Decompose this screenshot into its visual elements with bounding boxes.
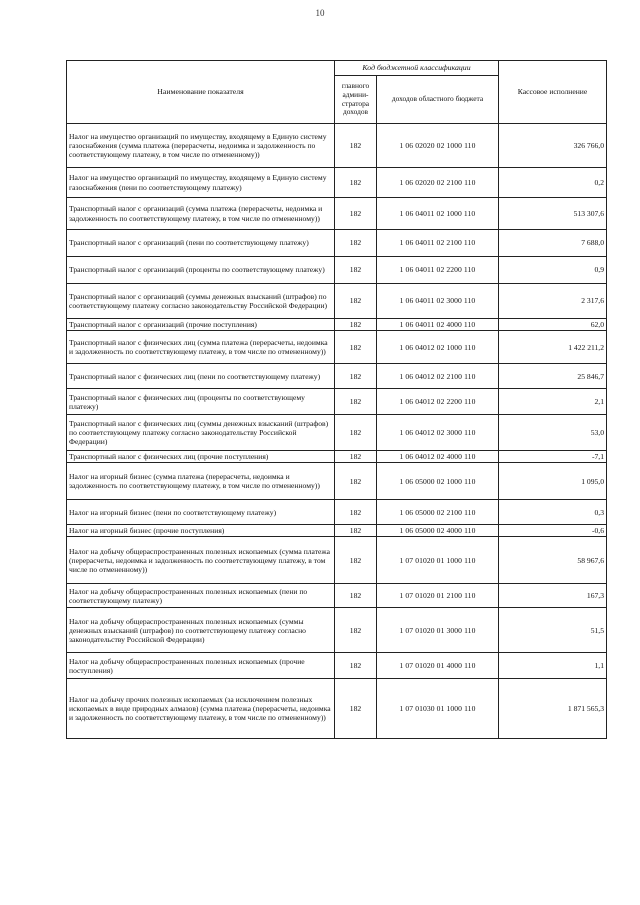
row-administrator-code: 182 xyxy=(335,230,377,257)
row-indicator-name: Транспортный налог с физических лиц (сумма платежа (перерасчеты, недоимка и задолженность по соответствующему платежу, в том числе по отмененному)) xyxy=(67,331,335,364)
row-indicator-name: Налог на имущество организаций по имуществу, входящему в Единую систему газоснабжения (сумма платежа (перерасчеты, недоимка и задолженность по соответствующему платежу, в том числе по отмененному)) xyxy=(67,124,335,168)
table-body xyxy=(67,124,607,739)
row-indicator-name: Налог на игорный бизнес (сумма платежа (перерасчеты, недоимка и задолженность по соответствующему платежу, в том числе по отмененному)) xyxy=(67,463,335,500)
row-indicator-name: Налог на игорный бизнес (прочие поступления) xyxy=(67,525,335,537)
row-cash-execution: 51,5 xyxy=(499,608,607,653)
table-row xyxy=(67,331,607,364)
budget-revenue-table xyxy=(66,60,607,739)
row-administrator-code: 182 xyxy=(335,284,377,319)
row-administrator-code: 182 xyxy=(335,500,377,525)
row-cash-execution: 0,3 xyxy=(499,500,607,525)
table-row xyxy=(67,415,607,451)
row-indicator-name: Транспортный налог с организаций (суммы денежных взысканий (штрафов) по соответствующему платежу согласно законодательству Российской Федерации) xyxy=(67,284,335,319)
header-cash-execution: Кассовое исполнение xyxy=(499,61,607,124)
row-cash-execution: 7 688,0 xyxy=(499,230,607,257)
header-indicator-name: Наименование показателя xyxy=(67,61,335,124)
row-administrator-code: 182 xyxy=(335,124,377,168)
table-row xyxy=(67,284,607,319)
row-administrator-code: 182 xyxy=(335,653,377,679)
row-indicator-name: Налог на игорный бизнес (пени по соответствующему платежу) xyxy=(67,500,335,525)
row-indicator-name: Налог на добычу общераспространенных полезных ископаемых (суммы денежных взысканий (штрафов) по соответствующему платежу согласно законодательству Российской Федерации) xyxy=(67,608,335,653)
row-classification-code: 1 06 04012 02 2200 110 xyxy=(377,389,499,415)
row-cash-execution: 2 317,6 xyxy=(499,284,607,319)
table-row xyxy=(67,230,607,257)
row-cash-execution: 2,1 xyxy=(499,389,607,415)
row-cash-execution: 1 095,0 xyxy=(499,463,607,500)
row-cash-execution: 1 871 565,3 xyxy=(499,679,607,739)
row-indicator-name: Налог на добычу общераспространенных полезных ископаемых (сумма платежа (перерасчеты, недоимка и задолженность по соответствующему платежу, в том числе по отмененному)) xyxy=(67,537,335,584)
table-row xyxy=(67,168,607,198)
row-classification-code: 1 06 04012 02 3000 110 xyxy=(377,415,499,451)
row-indicator-name: Налог на добычу прочих полезных ископаемых (за исключением полезных ископаемых в виде природных алмазов) (сумма платежа (перерасчеты, недоимка и задолженность по соответствующему платежу, в том числе по отмененному)) xyxy=(67,679,335,739)
row-administrator-code: 182 xyxy=(335,584,377,608)
row-cash-execution: 0,2 xyxy=(499,168,607,198)
table-row xyxy=(67,451,607,463)
row-indicator-name: Транспортный налог с организаций (сумма платежа (перерасчеты, недоимка и задолженность по соответствующему платежу, в том числе по отмененному)) xyxy=(67,198,335,230)
row-classification-code: 1 06 04012 02 1000 110 xyxy=(377,331,499,364)
row-classification-code: 1 06 04011 02 4000 110 xyxy=(377,319,499,331)
row-administrator-code: 182 xyxy=(335,257,377,284)
table-row xyxy=(67,679,607,739)
row-administrator-code: 182 xyxy=(335,463,377,500)
row-cash-execution: -7,1 xyxy=(499,451,607,463)
row-indicator-name: Транспортный налог с организаций (проценты по соответствующему платежу) xyxy=(67,257,335,284)
table-row xyxy=(67,198,607,230)
table-row xyxy=(67,537,607,584)
row-classification-code: 1 07 01020 01 2100 110 xyxy=(377,584,499,608)
header-regional-budget-revenue: доходов областного бюджета xyxy=(377,76,499,124)
row-classification-code: 1 06 04012 02 2100 110 xyxy=(377,364,499,389)
row-cash-execution: 326 766,0 xyxy=(499,124,607,168)
row-administrator-code: 182 xyxy=(335,364,377,389)
row-cash-execution: 1,1 xyxy=(499,653,607,679)
row-administrator-code: 182 xyxy=(335,389,377,415)
row-cash-execution: 62,0 xyxy=(499,319,607,331)
header-budget-classification-code: Код бюджетной классификации xyxy=(335,61,499,76)
row-classification-code: 1 07 01020 01 1000 110 xyxy=(377,537,499,584)
row-administrator-code: 182 xyxy=(335,331,377,364)
row-indicator-name: Транспортный налог с физических лиц (прочие поступления) xyxy=(67,451,335,463)
row-administrator-code: 182 xyxy=(335,319,377,331)
row-indicator-name: Налог на имущество организаций по имуществу, входящему в Единую систему газоснабжения (пени по соответствующему платежу) xyxy=(67,168,335,198)
header-chief-administrator: главного админи-стратора доходов xyxy=(335,76,377,124)
row-classification-code: 1 07 01020 01 3000 110 xyxy=(377,608,499,653)
row-administrator-code: 182 xyxy=(335,537,377,584)
row-cash-execution: 25 846,7 xyxy=(499,364,607,389)
table-row xyxy=(67,584,607,608)
row-classification-code: 1 06 04011 02 2200 110 xyxy=(377,257,499,284)
row-administrator-code: 182 xyxy=(335,451,377,463)
row-cash-execution: -0,6 xyxy=(499,525,607,537)
row-classification-code: 1 06 04011 02 3000 110 xyxy=(377,284,499,319)
row-indicator-name: Налог на добычу общераспространенных полезных ископаемых (пени по соответствующему платежу) xyxy=(67,584,335,608)
row-indicator-name: Транспортный налог с организаций (прочие поступления) xyxy=(67,319,335,331)
row-classification-code: 1 06 02020 02 2100 110 xyxy=(377,168,499,198)
table-row xyxy=(67,608,607,653)
table-row xyxy=(67,525,607,537)
row-classification-code: 1 06 05000 02 4000 110 xyxy=(377,525,499,537)
row-administrator-code: 182 xyxy=(335,198,377,230)
row-administrator-code: 182 xyxy=(335,415,377,451)
row-cash-execution: 0,9 xyxy=(499,257,607,284)
row-indicator-name: Налог на добычу общераспространенных полезных ископаемых (прочие поступления) xyxy=(67,653,335,679)
row-administrator-code: 182 xyxy=(335,525,377,537)
table-row xyxy=(67,319,607,331)
row-cash-execution: 513 307,6 xyxy=(499,198,607,230)
row-classification-code: 1 06 04011 02 2100 110 xyxy=(377,230,499,257)
row-classification-code: 1 06 02020 02 1000 110 xyxy=(377,124,499,168)
row-classification-code: 1 07 01030 01 1000 110 xyxy=(377,679,499,739)
row-cash-execution: 167,3 xyxy=(499,584,607,608)
row-indicator-name: Транспортный налог с организаций (пени по соответствующему платежу) xyxy=(67,230,335,257)
row-classification-code: 1 06 05000 02 2100 110 xyxy=(377,500,499,525)
row-classification-code: 1 06 04012 02 4000 110 xyxy=(377,451,499,463)
table-row xyxy=(67,653,607,679)
table-row xyxy=(67,364,607,389)
page-number: 10 xyxy=(315,8,325,18)
row-indicator-name: Транспортный налог с физических лиц (пени по соответствующему платежу) xyxy=(67,364,335,389)
row-classification-code: 1 06 05000 02 1000 110 xyxy=(377,463,499,500)
table-row xyxy=(67,463,607,500)
row-administrator-code: 182 xyxy=(335,168,377,198)
row-classification-code: 1 06 04011 02 1000 110 xyxy=(377,198,499,230)
row-indicator-name: Транспортный налог с физических лиц (проценты по соответствующему платежу) xyxy=(67,389,335,415)
row-cash-execution: 53,0 xyxy=(499,415,607,451)
row-administrator-code: 182 xyxy=(335,679,377,739)
table-row xyxy=(67,389,607,415)
table-row xyxy=(67,257,607,284)
row-classification-code: 1 07 01020 01 4000 110 xyxy=(377,653,499,679)
row-indicator-name: Транспортный налог с физических лиц (суммы денежных взысканий (штрафов) по соответствующему платежу согласно законодательству Российской Федерации) xyxy=(67,415,335,451)
row-administrator-code: 182 xyxy=(335,608,377,653)
row-cash-execution: 1 422 211,2 xyxy=(499,331,607,364)
table-row xyxy=(67,500,607,525)
row-cash-execution: 58 967,6 xyxy=(499,537,607,584)
table-row xyxy=(67,124,607,168)
